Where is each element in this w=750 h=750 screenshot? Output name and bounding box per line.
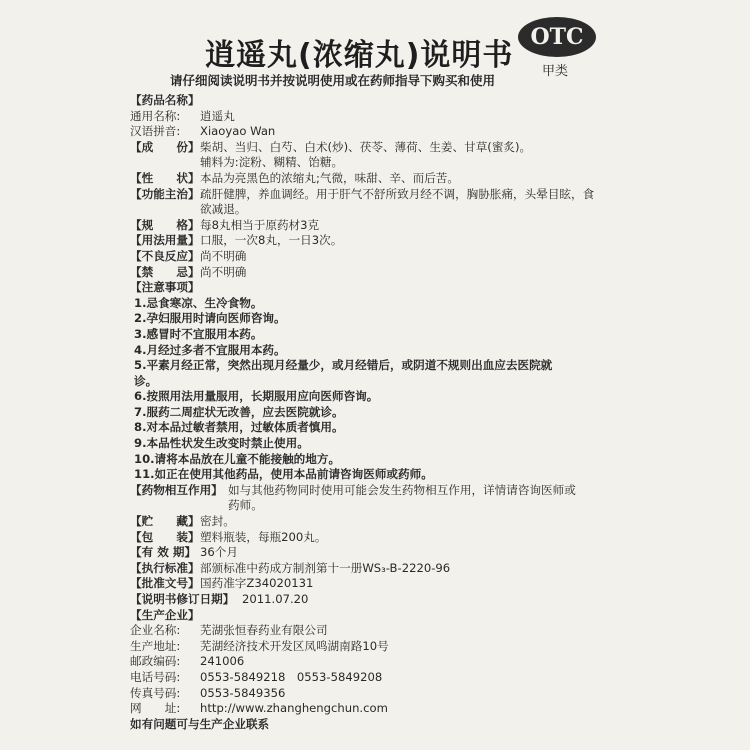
list-item: 1.忌食寒凉、生冷食物。 [134,295,263,310]
list-item: 10.请将本品放在儿童不能接触的地方。 [134,451,341,466]
manufacturer-field [130,670,600,686]
list-item: 5.平素月经正常，突然出现月经量少，或月经错后，或阴道不规则出血应去医院就诊。 [134,358,553,388]
interactions-label: 【药物相互作用】 [130,482,223,497]
manufacturer-field [130,623,600,639]
properties-label: 【性 状】 [130,170,200,185]
list-item: 11.如正在使用其他药品，使用本品前请咨询医师或药师。 [134,467,433,482]
generic-name-row [130,109,600,125]
website-value: http://www.zhanghengchun.com [200,701,388,716]
storage-row [130,514,600,530]
list-item: 9.本品性状发生改变时禁止使用。 [134,436,309,451]
document-title: 逍遥丸(浓缩丸)说明书 [205,38,514,73]
contraindications-label: 【禁 忌】 [130,264,200,279]
generic-name-value: 逍遥丸 [200,108,235,123]
manufacturer-field [130,701,600,717]
manufacturer-field [130,654,600,670]
properties-row [130,171,600,187]
address-label: 生产地址: [130,638,181,653]
usage-warning: 请仔细阅读说明书并按说明使用或在药师指导下购买和使用 [170,73,496,88]
interactions-value: 如与其他药物同时使用可能会发生药物相互作用，详情请咨询医师或药师。 [228,482,576,513]
website-label: 网 址: [130,701,181,716]
postcode-value: 241006 [200,654,245,669]
address-value: 芜湖经济技术开发区凤鸣湖南路10号 [200,638,389,653]
validity-value: 36个月 [200,545,238,560]
adverse-value: 尚不明确 [200,248,247,263]
contact-note: 如有问题可与生产企业联系 [130,716,270,731]
dosage-label: 【用法用量】 [130,233,200,248]
company-name-value: 芜湖张恒春药业有限公司 [200,623,328,638]
specification-label: 【规 格】 [130,217,200,232]
pinyin-row [130,124,600,140]
dosage-value: 口服，一次8丸，一日3次。 [200,233,343,248]
otc-badge: OTC [518,17,596,57]
standard-row [130,561,600,577]
validity-row [130,545,600,561]
revision-label: 【说明书修订日期】 [130,592,235,606]
approval-value: 国药准字Z34020131 [200,576,314,591]
list-item: 7.服药二周症状无改善，应去医院就诊。 [134,404,344,419]
manufacturer-field [130,639,600,655]
manufacturer-heading: 【生产企业】 [130,607,200,622]
excipients: 辅料为:淀粉、糊精、饴糖。 [200,155,344,170]
manufacturer-field [130,686,600,702]
package-value: 塑料瓶装，每瓶200丸。 [200,529,327,544]
ingredients-row [130,140,600,171]
list-item: 8.对本品过敏者禁用，过敏体质者慎用。 [134,420,344,435]
precautions-list [130,296,600,483]
list-item: 6.按照用法用量服用，长期服用应向医师咨询。 [134,389,379,404]
list-item: 2.孕妇服用时请向医师咨询。 [134,311,286,326]
indications-row [130,187,600,218]
list-item: 4.月经过多者不宜服用本药。 [134,342,286,357]
storage-value: 密封。 [200,514,235,529]
specification-row [130,218,600,234]
validity-label: 【有 效 期】 [130,545,197,560]
dosage-row [130,233,600,249]
revision-row [130,592,600,608]
company-name-label: 企业名称: [130,623,181,638]
approval-label: 【批准文号】 [130,576,200,591]
package-row [130,530,600,546]
standard-value: 部颁标准中药成方制剂第十一册WS₃-B-2220-96 [200,560,451,575]
contraindications-value: 尚不明确 [200,264,247,279]
ingredients-list: 柴胡、当归、白芍、白术(炒)、茯苓、薄荷、生姜、甘草(蜜炙)。 [200,139,532,154]
storage-label: 【贮 藏】 [130,514,200,529]
package-label: 【包 装】 [130,529,200,544]
indications-value: 疏肝健脾，养血调经。用于肝气不舒所致月经不调，胸胁胀痛，头晕目眩，食欲减退。 [200,186,595,217]
leaflet-body [130,93,600,732]
fax-value: 0553-5849356 [200,685,286,700]
fax-label: 传真号码: [130,685,181,700]
adverse-row [130,249,600,265]
pinyin-value: Xiaoyao Wan [200,124,276,139]
indications-label: 【功能主治】 [130,186,200,201]
ingredients-value [200,140,531,171]
pinyin-label: 汉语拼音: [130,124,181,139]
properties-value: 本品为亮黑色的浓缩丸;气微，味甜、辛、而后苦。 [200,170,459,185]
adverse-label: 【不良反应】 [130,248,200,263]
precautions-heading: 【注意事项】 [130,280,200,295]
contraindications-row [130,265,600,281]
otc-class-label: 甲类 [542,64,569,79]
revision-value: 2011.07.20 [242,592,309,606]
postcode-label: 邮政编码: [130,654,181,669]
specification-value: 每8丸相当于原药材3克 [200,217,320,232]
drug-name-heading: 【药品名称】 [130,93,200,107]
approval-row [130,576,600,592]
standard-label: 【执行标准】 [130,560,200,575]
phone-value: 0553-5849218 0553-5849208 [200,669,383,684]
generic-name-label: 通用名称: [130,108,181,123]
list-item: 3.感冒时不宜服用本药。 [134,326,263,341]
ingredients-label: 【成 份】 [130,139,200,154]
phone-label: 电话号码: [130,669,181,684]
interactions-row [130,483,600,514]
